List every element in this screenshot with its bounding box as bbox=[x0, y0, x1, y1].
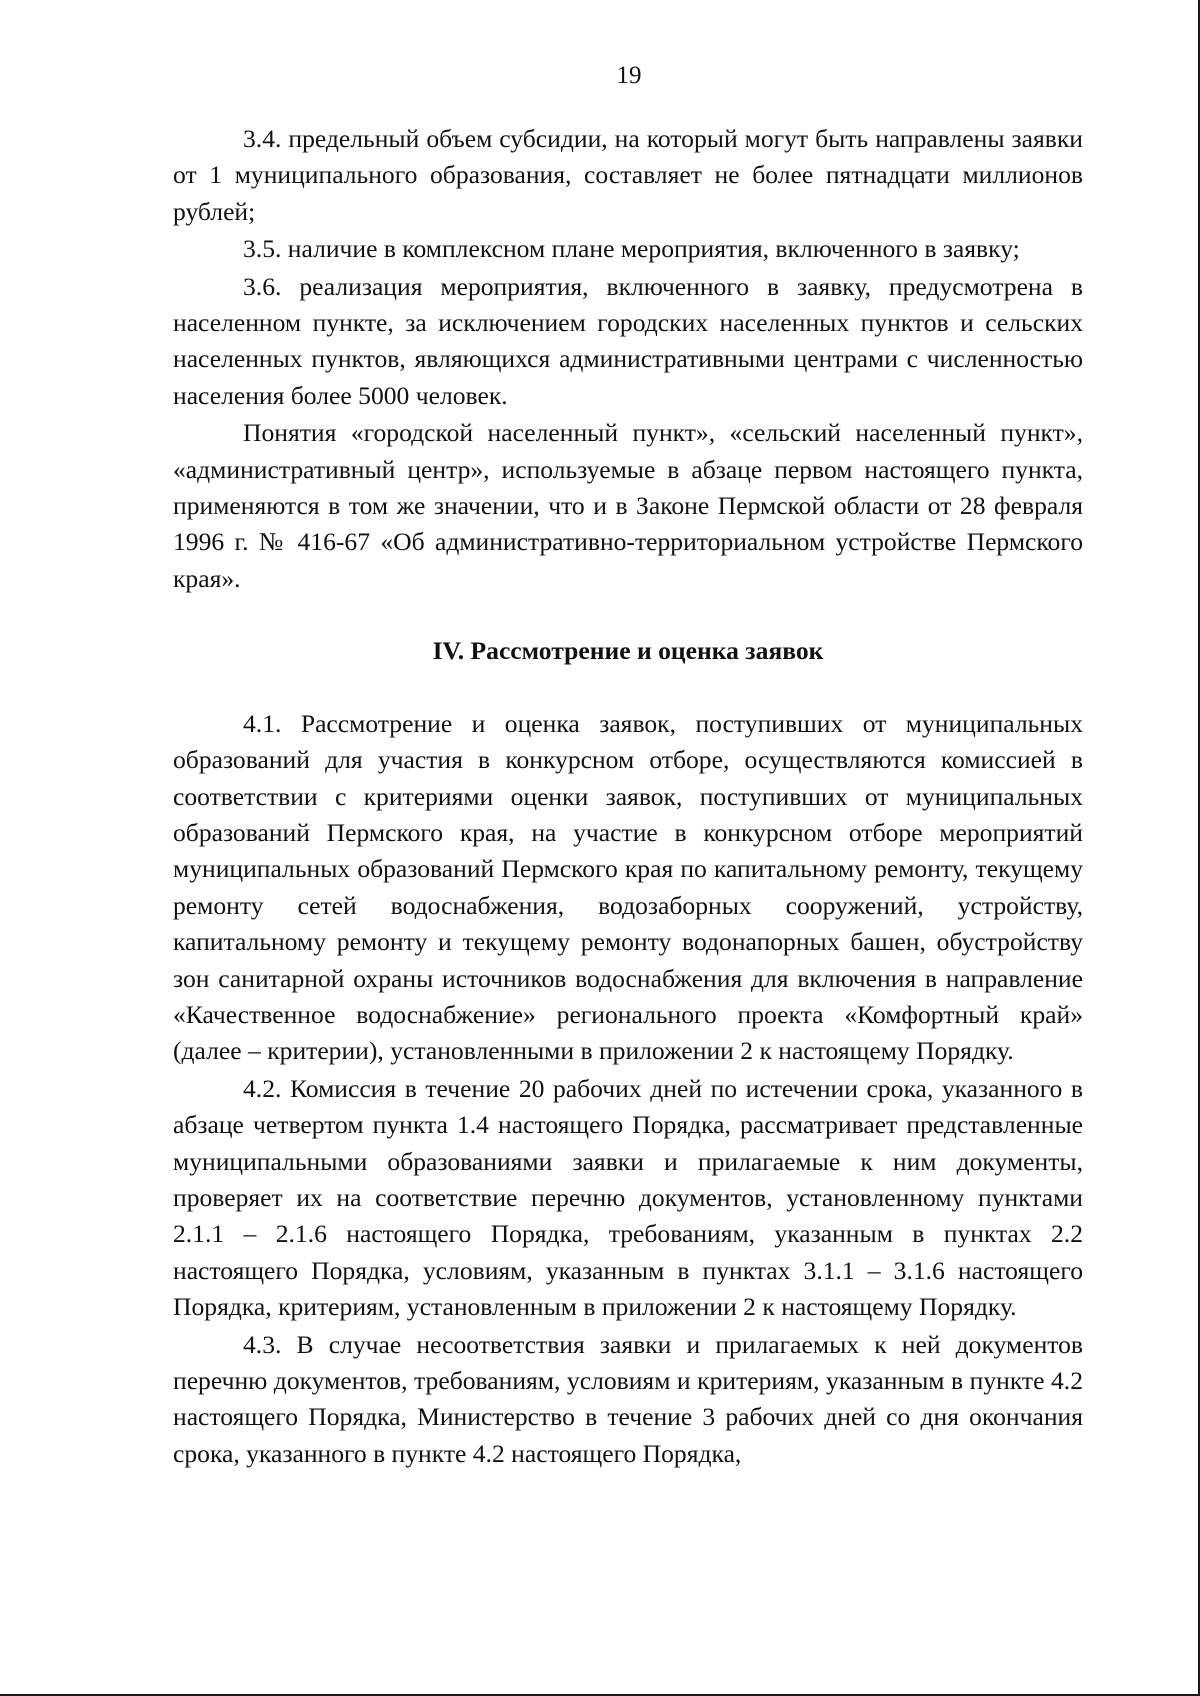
paragraph-4-1: 4.1. Рассмотрение и оценка заявок, поступивших от муниципальных образований для участия в конкурсном отборе, осуществляются комиссией в соответствии с критериями оценки заявок, поступивших от муниципальных образований Пермского края, на участие в конкурсном отборе мероприятий муниципальных образований Пермского края по капитальному ремонту, текущему ремонту сетей водоснабжения, водозаборных сооружений, устройству, капитальному ремонту и текущему ремонту водонапорных башен, обустройству зон санитарной охраны источников водоснабжения для включения в направление «Качественное водоснабжение» регионального проекта «Комфортный край» (далее – критерии), установленными в приложении 2 к настоящему Порядку. bbox=[173, 708, 1083, 1066]
paragraph-4-2: 4.2. Комиссия в течение 20 рабочих дней по истечении срока, указанного в абзаце четвертом пункта 1.4 настоящего Порядка, рассматривает представленные муниципальными образованиями заявки и прилагаемые к ним документы, проверяет их на соответствие перечню документов, установленному пунктами 2.1.1 – 2.1.6 настоящего Порядка, требованиям, указанным в пунктах 2.2 настоящего Порядка, условиям, указанным в пунктах 3.1.1 – 3.1.6 настоящего Порядка, критериям, установленным в приложении 2 к настоящему Порядку. bbox=[173, 1073, 1083, 1322]
paragraph-definitions: Понятия «городской населенный пункт», «сельский населенный пункт», «административный центр», используемые в абзаце первом настоящего пункта, применяются в том же значении, что и в Законе Пермской области от 28 февраля 1996 г. № 416-67 «Об административно-территориальном устройстве Пермского края». bbox=[173, 418, 1083, 593]
section-heading: IV. Рассмотрение и оценка заявок bbox=[432, 636, 824, 666]
document-body bbox=[173, 121, 1083, 1472]
paragraph-3-4: 3.4. предельный объем субсидии, на который могут быть направлены заявки от 1 муниципального образования, составляет не более пятнадцати миллионов рублей; bbox=[173, 124, 1083, 226]
page-number: 19 bbox=[616, 62, 642, 89]
paragraph-3-6: 3.6. реализация мероприятия, включенного в заявку, предусмотрена в населенном пункте, за исключением городских населенных пунктов и сельских населенных пунктов, являющихся административными центрами с численностью населения более 5000 человек. bbox=[173, 271, 1083, 410]
paragraph-4-3: 4.3. В случае несоответствия заявки и прилагаемых к ней документов перечню документов, требованиям, условиям и критериям, указанным в пункте 4.2 настоящего Порядка, Министерство в течение 3 рабочих дней со дня окончания срока, указанного в пункте 4.2 настоящего Порядка, bbox=[173, 1329, 1083, 1468]
paragraph-3-5: 3.5. наличие в комплексном плане мероприятия, включенного в заявку; bbox=[243, 234, 1020, 264]
